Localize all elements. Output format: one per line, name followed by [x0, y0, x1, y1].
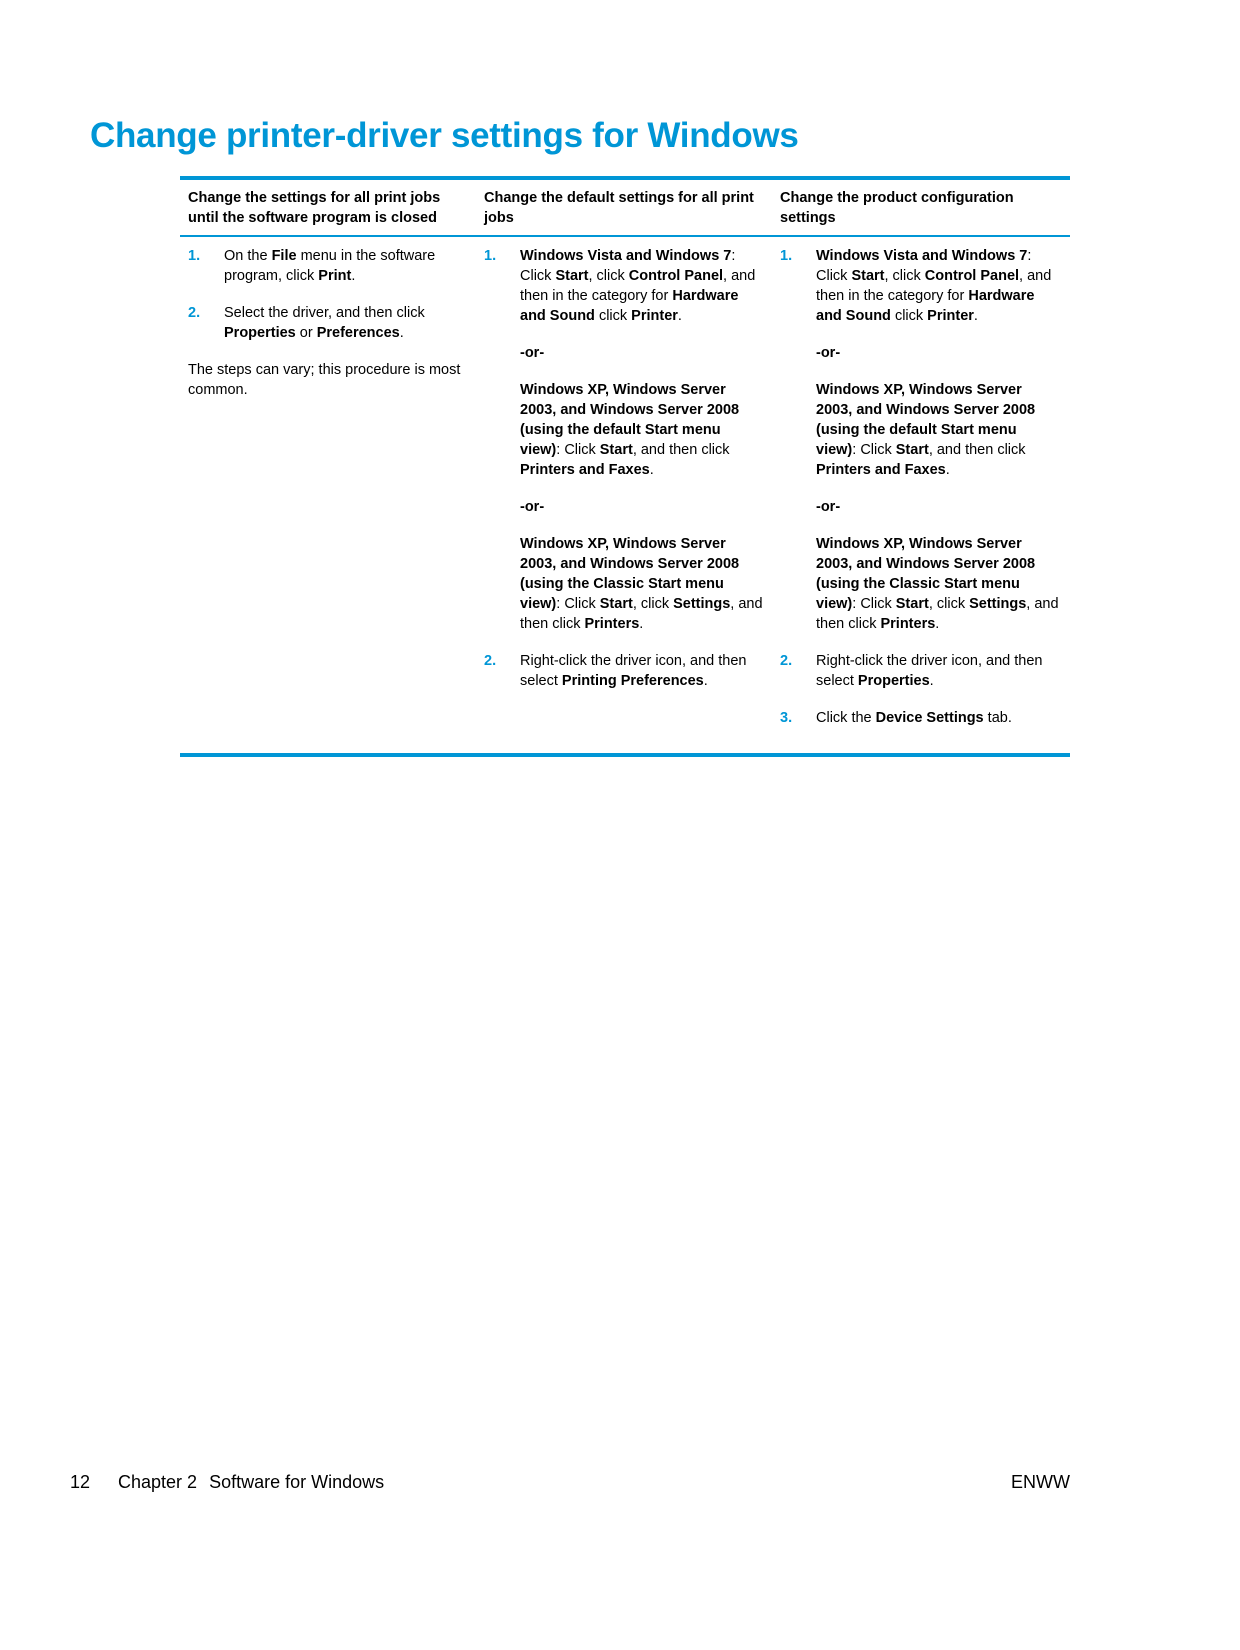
- bold-text: Start: [599, 596, 633, 612]
- step-number: 2.: [780, 653, 793, 669]
- step-paragraph: [816, 534, 1060, 634]
- bold-text: Printers: [880, 616, 936, 632]
- bold-text: Start: [555, 268, 589, 284]
- bold-text: Device Settings: [875, 710, 984, 726]
- bold-text: Windows Vista and Windows 7: [816, 248, 1028, 264]
- text: : Click: [816, 248, 1032, 284]
- text: Click the: [816, 710, 876, 726]
- text: , and then click: [632, 442, 730, 458]
- list-item: [484, 651, 764, 691]
- list-item: [780, 708, 1060, 728]
- bold-text: Windows XP, Windows Server 2003, and Windows Server 2008 (using the default Start menu view): [816, 382, 1036, 458]
- step-paragraph: [816, 246, 1060, 326]
- step-paragraph: [816, 380, 1060, 480]
- text: , and then click: [520, 596, 763, 632]
- settings-table: [180, 176, 1070, 757]
- step-text: [520, 651, 764, 691]
- step-paragraph: [224, 246, 468, 286]
- list-item: [484, 246, 764, 634]
- list-item: [780, 651, 1060, 691]
- text: click: [594, 308, 632, 324]
- step-text: [520, 246, 764, 634]
- text: , and then in the category for: [816, 268, 1052, 304]
- text: .: [945, 462, 950, 478]
- step-number: 1.: [188, 248, 201, 264]
- bold-text: Preferences: [316, 325, 400, 341]
- text: .: [929, 673, 934, 689]
- bold-text: Windows XP, Windows Server 2003, and Windows Server 2008 (using the Classic Start menu view): [520, 536, 740, 612]
- step-text: [816, 246, 1060, 634]
- bold-text: Windows XP, Windows Server 2003, and Windows Server 2008 (using the Classic Start menu view): [816, 536, 1036, 612]
- step-number: 1.: [780, 248, 793, 264]
- step-number: 2.: [484, 653, 497, 669]
- page-title: Change printer-driver settings for Windows: [90, 116, 799, 155]
- table-cell: [476, 246, 772, 745]
- text: .: [649, 462, 654, 478]
- text: .: [973, 308, 978, 324]
- bold-text: -or-: [816, 345, 841, 361]
- step-paragraph: [520, 497, 764, 517]
- text: click: [890, 308, 928, 324]
- step-text: [224, 246, 468, 286]
- text: , click: [588, 268, 629, 284]
- bold-text: Print: [318, 268, 352, 284]
- text: , click: [632, 596, 674, 612]
- bold-text: Printing Preferences: [561, 673, 704, 689]
- bold-text: Printers and Faxes: [520, 462, 650, 478]
- step-text: [816, 708, 1012, 728]
- bold-text: Properties: [224, 325, 296, 341]
- text: .: [703, 673, 708, 689]
- list-item: [780, 246, 1060, 634]
- text: menu in the software program, click: [224, 248, 436, 284]
- column-header: Change the product configuration settings: [780, 190, 1014, 226]
- step-paragraph: [224, 303, 468, 343]
- bold-text: Printers: [584, 616, 640, 632]
- bold-text: Printer: [927, 308, 974, 324]
- step-number: 1.: [484, 248, 497, 264]
- table-header-row: [180, 180, 1070, 237]
- step-number: 3.: [780, 710, 793, 726]
- step-number: 2.: [188, 305, 201, 321]
- step-paragraph: [816, 651, 1060, 691]
- text: : Click: [556, 442, 600, 458]
- text: On the: [224, 248, 272, 264]
- text: , click: [928, 596, 970, 612]
- bold-text: Start: [599, 442, 633, 458]
- bold-text: Hardware and Sound: [520, 288, 739, 324]
- bold-text: Settings: [673, 596, 731, 612]
- bold-text: Printers and Faxes: [816, 462, 946, 478]
- bold-text: Windows Vista and Windows 7: [520, 248, 732, 264]
- bold-text: -or-: [520, 499, 545, 515]
- bold-text: Control Panel: [628, 268, 724, 284]
- text: , click: [884, 268, 925, 284]
- table-cell: [772, 246, 1068, 745]
- step-paragraph: [816, 343, 1060, 363]
- list-item: [188, 246, 468, 286]
- text: : Click: [556, 596, 600, 612]
- step-paragraph: [520, 343, 764, 363]
- text: .: [677, 308, 682, 324]
- text: .: [351, 268, 356, 284]
- bold-text: Settings: [969, 596, 1027, 612]
- step-paragraph: [520, 534, 764, 634]
- step-text: [224, 303, 468, 343]
- bold-text: File: [271, 248, 297, 264]
- text: .: [935, 616, 940, 632]
- step-paragraph: [520, 651, 764, 691]
- text: : Click: [852, 442, 896, 458]
- text: .: [399, 325, 404, 341]
- locale-label: ENWW: [1011, 1472, 1070, 1492]
- table-body-row: [180, 237, 1070, 753]
- bold-text: -or-: [520, 345, 545, 361]
- text: or: [295, 325, 317, 341]
- list-item: [188, 303, 468, 343]
- bold-text: Printer: [631, 308, 678, 324]
- step-paragraph: [816, 708, 1012, 728]
- step-text: [816, 651, 1060, 691]
- bold-text: Properties: [857, 673, 930, 689]
- bold-text: Control Panel: [924, 268, 1020, 284]
- text: .: [639, 616, 644, 632]
- procedure-note: The steps can vary; this procedure is most common.: [188, 362, 461, 398]
- text: , and then click: [816, 596, 1059, 632]
- text: tab.: [983, 710, 1012, 726]
- bold-text: Start: [895, 596, 929, 612]
- step-paragraph: [520, 380, 764, 480]
- table-cell: [180, 246, 476, 745]
- text: Right-click the driver icon, and then select: [816, 653, 1043, 689]
- column-header: Change the default settings for all print jobs: [484, 190, 754, 226]
- bold-text: Windows XP, Windows Server 2003, and Windows Server 2008 (using the default Start menu view): [520, 382, 740, 458]
- text: Select the driver, and then click: [224, 305, 425, 321]
- step-paragraph: [816, 497, 1060, 517]
- step-paragraph: [520, 246, 764, 326]
- column-header: Change the settings for all print jobs until the software program is closed: [188, 190, 441, 226]
- text: , and then in the category for: [520, 268, 756, 304]
- bold-text: Hardware and Sound: [816, 288, 1035, 324]
- section-label: Software for Windows: [209, 1472, 385, 1492]
- text: : Click: [852, 596, 896, 612]
- chapter-label: Chapter 2: [118, 1472, 198, 1492]
- page-number: 12: [70, 1472, 91, 1492]
- page-footer: [70, 1472, 1070, 1493]
- text: : Click: [520, 248, 736, 284]
- text: , and then click: [928, 442, 1026, 458]
- bold-text: Start: [895, 442, 929, 458]
- bold-text: -or-: [816, 499, 841, 515]
- bold-text: Start: [851, 268, 885, 284]
- text: Right-click the driver icon, and then select: [520, 653, 747, 689]
